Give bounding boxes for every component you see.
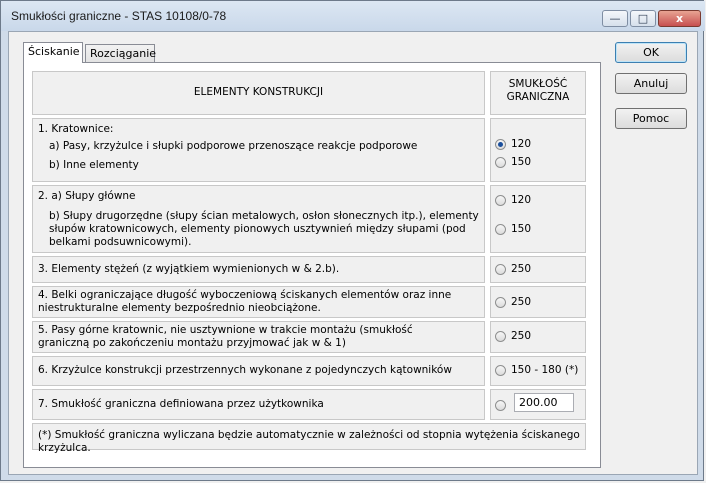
header-limit-label: SMUKŁOŚĆ GRANICZNA xyxy=(506,78,570,103)
radio-row1-b[interactable] xyxy=(495,157,506,168)
radio-row1-a-label[interactable]: 120 xyxy=(511,138,532,150)
row-4-label: 4. Belki ograniczające długość wyboczeniową ściskanych elementów oraz inne niestrukturalne elementy bezpośrednio nieobciążone. xyxy=(38,289,452,314)
row-7-label: 7. Smukłość graniczna definiowana przez użytkownika xyxy=(38,398,324,410)
dialog-body xyxy=(8,31,698,475)
maximize-icon: □ xyxy=(637,12,649,25)
footnote-text: (*) Smukłość graniczna wyliczana będzie automatycznie w zależności od stopnia wytężenia ściskanego krzyżulca. xyxy=(38,429,580,454)
row-2-options-cell xyxy=(490,185,586,253)
radio-row6[interactable] xyxy=(495,365,506,376)
row-1-a-label: a) Pasy, krzyżulce i słupki podporowe przenoszące reakcje podporowe xyxy=(49,140,418,152)
help-button[interactable]: Pomoc xyxy=(615,108,687,129)
radio-row4[interactable] xyxy=(495,297,506,308)
radio-row3-label[interactable]: 250 xyxy=(511,263,532,275)
radio-row3[interactable] xyxy=(495,264,506,275)
close-icon: x xyxy=(675,12,684,25)
row-1-b-label: b) Inne elementy xyxy=(49,159,139,171)
window-title: Smukłości graniczne - STAS 10108/0-78 xyxy=(11,9,227,23)
tab-tension[interactable]: Rozciąganie xyxy=(85,44,155,62)
radio-row1-a[interactable] xyxy=(495,139,506,150)
radio-row2-b[interactable] xyxy=(495,224,506,235)
radio-row5[interactable] xyxy=(495,331,506,342)
radio-row2-b-label[interactable]: 150 xyxy=(511,223,532,235)
minimize-button[interactable] xyxy=(602,10,628,27)
maximize-button[interactable] xyxy=(630,10,656,27)
tab-panel xyxy=(23,62,601,468)
row-6-label: 6. Krzyżulce konstrukcji przestrzennych wykonane z pojedynczych kątowników xyxy=(38,364,452,376)
row-3-label: 3. Elementy stężeń (z wyjątkiem wymienionych w & 2.b). xyxy=(38,263,340,275)
header-elements-label: ELEMENTY KONSTRUKCJI xyxy=(193,86,324,98)
cancel-button[interactable]: Anuluj xyxy=(615,73,687,94)
row-1-title: 1. Kratownice: xyxy=(38,123,114,135)
row-1-options-cell xyxy=(490,118,586,182)
row-5-label: 5. Pasy górne kratownic, nie usztywnione w trakcie montażu (smukłość graniczną po zakończeniu montażu przyjmować jak w & 1) xyxy=(38,324,413,349)
minimize-icon: — xyxy=(609,12,621,25)
radio-row2-a[interactable] xyxy=(495,195,506,206)
tab-compression[interactable]: Ściskanie xyxy=(23,42,83,63)
row-2-b-label: b) Słupy drugorzędne (słupy ścian metalowych, osłon słonecznych itp.), elementy słupów kratownicowych, elementy pionowych usztywnień między słupami (pod belkami podsuwnicowymi). xyxy=(49,210,479,248)
radio-row5-label[interactable]: 250 xyxy=(511,330,532,342)
close-button[interactable] xyxy=(658,10,701,27)
radio-row2-a-label[interactable]: 120 xyxy=(511,194,532,206)
radio-row4-label[interactable]: 250 xyxy=(511,296,532,308)
radio-row6-label[interactable]: 150 - 180 (*) xyxy=(511,364,579,376)
user-limit-input[interactable]: 200.00 xyxy=(514,393,574,412)
radio-row1-b-label[interactable]: 150 xyxy=(511,156,532,168)
title-bar[interactable] xyxy=(1,1,705,31)
ok-button[interactable]: OK xyxy=(615,42,687,63)
row-2-a-label: 2. a) Słupy główne xyxy=(38,190,136,202)
radio-row7[interactable] xyxy=(495,400,506,411)
